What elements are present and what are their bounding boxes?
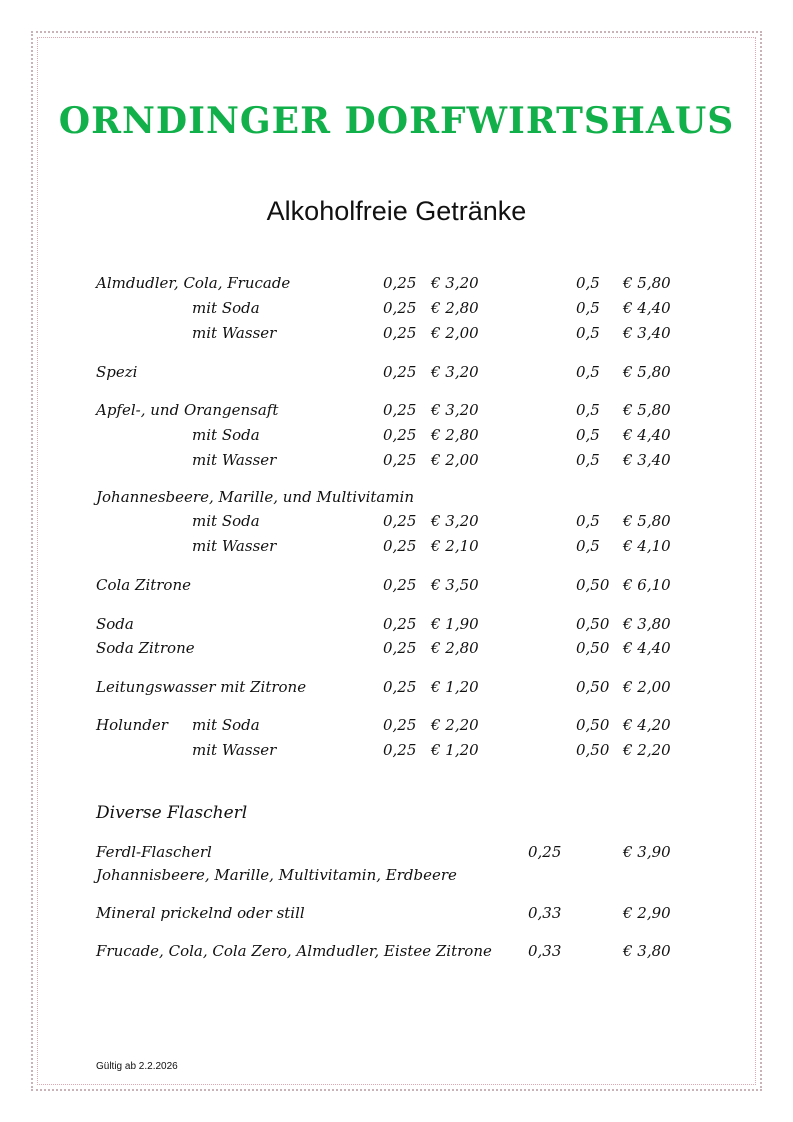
bottle-name: Frucade, Cola, Cola Zero, Almdudler, Eistee Zitrone	[96, 942, 492, 960]
menu-row	[0, 363, 793, 385]
drink-variant: mit Wasser	[192, 324, 277, 342]
bottle-name: Mineral prickelnd oder still	[96, 904, 305, 922]
large-price: € 5,80	[623, 274, 671, 292]
small-volume: 0,25	[383, 401, 417, 419]
large-price: € 3,40	[623, 451, 671, 469]
drink-variant: mit Wasser	[192, 451, 277, 469]
large-volume: 0,50	[576, 716, 610, 734]
large-volume: 0,5	[576, 426, 600, 444]
bottle-price: € 3,80	[623, 942, 671, 960]
small-price: € 1,90	[431, 615, 479, 633]
large-price: € 4,40	[623, 299, 671, 317]
bottles-heading: Diverse Flascherl	[96, 803, 248, 823]
large-volume: 0,50	[576, 639, 610, 657]
small-price: € 2,20	[431, 716, 479, 734]
menu-row	[0, 639, 793, 661]
small-volume: 0,25	[383, 363, 417, 381]
small-price: € 2,80	[431, 299, 479, 317]
large-price: € 2,20	[623, 741, 671, 759]
menu-row	[0, 615, 793, 637]
large-price: € 4,40	[623, 426, 671, 444]
large-volume: 0,5	[576, 451, 600, 469]
small-price: € 1,20	[431, 741, 479, 759]
drink-variant: mit Soda	[192, 716, 260, 734]
bottle-volume: 0,33	[528, 942, 562, 960]
menu-row	[0, 426, 793, 448]
bottle-volume: 0,25	[528, 843, 562, 861]
drink-name: Soda Zitrone	[96, 639, 195, 657]
drink-name: Johannesbeere, Marille, und Multivitamin	[96, 488, 415, 506]
small-volume: 0,25	[383, 576, 417, 594]
menu-row	[0, 488, 793, 510]
drink-name: Leitungswasser mit Zitrone	[96, 678, 307, 696]
menu-row	[0, 741, 793, 763]
bottle-price: € 2,90	[623, 904, 671, 922]
drink-variant: mit Soda	[192, 512, 260, 530]
large-price: € 5,80	[623, 401, 671, 419]
small-volume: 0,25	[383, 615, 417, 633]
large-volume: 0,50	[576, 678, 610, 696]
drink-name: Cola Zitrone	[96, 576, 192, 594]
large-volume: 0,50	[576, 741, 610, 759]
small-price: € 2,80	[431, 426, 479, 444]
small-price: € 2,10	[431, 537, 479, 555]
large-volume: 0,5	[576, 537, 600, 555]
small-volume: 0,25	[383, 451, 417, 469]
small-price: € 2,00	[431, 324, 479, 342]
large-volume: 0,5	[576, 299, 600, 317]
menu-row	[0, 537, 793, 559]
validity-note: Gültig ab 2.2.2026	[96, 1061, 178, 1072]
small-volume: 0,25	[383, 741, 417, 759]
large-price: € 5,80	[623, 512, 671, 530]
small-volume: 0,25	[383, 537, 417, 555]
drink-variant: mit Soda	[192, 426, 260, 444]
large-price: € 4,10	[623, 537, 671, 555]
large-price: € 5,80	[623, 363, 671, 381]
bottle-name: Ferdl-Flascherl	[96, 843, 212, 861]
large-price: € 3,40	[623, 324, 671, 342]
large-volume: 0,5	[576, 274, 600, 292]
small-volume: 0,25	[383, 274, 417, 292]
bottle-row	[0, 866, 793, 888]
small-volume: 0,25	[383, 716, 417, 734]
small-volume: 0,25	[383, 324, 417, 342]
small-price: € 2,80	[431, 639, 479, 657]
small-volume: 0,25	[383, 678, 417, 696]
small-volume: 0,25	[383, 299, 417, 317]
small-price: € 1,20	[431, 678, 479, 696]
menu-row	[0, 678, 793, 700]
small-price: € 3,50	[431, 576, 479, 594]
restaurant-name: ORNDINGER DORFWIRTSHAUS	[58, 100, 735, 142]
large-volume: 0,5	[576, 512, 600, 530]
menu-row	[0, 716, 793, 738]
large-price: € 2,00	[623, 678, 671, 696]
drink-variant: mit Soda	[192, 299, 260, 317]
drink-variant: mit Wasser	[192, 741, 277, 759]
large-volume: 0,50	[576, 615, 610, 633]
large-price: € 4,40	[623, 639, 671, 657]
bottle-row	[0, 942, 793, 964]
drink-name: Holunder	[96, 716, 168, 734]
drink-variant: mit Wasser	[192, 537, 277, 555]
large-volume: 0,5	[576, 401, 600, 419]
small-price: € 3,20	[431, 363, 479, 381]
menu-row	[0, 401, 793, 423]
small-price: € 3,20	[431, 401, 479, 419]
menu-row	[0, 299, 793, 321]
menu-row	[0, 451, 793, 473]
menu-row	[0, 576, 793, 598]
menu-row	[0, 274, 793, 296]
large-volume: 0,50	[576, 576, 610, 594]
drink-name: Almdudler, Cola, Frucade	[96, 274, 291, 292]
bottle-row	[0, 904, 793, 926]
small-volume: 0,25	[383, 639, 417, 657]
large-price: € 4,20	[623, 716, 671, 734]
small-volume: 0,25	[383, 512, 417, 530]
bottle-flavours: Johannisbeere, Marille, Multivitamin, Erdbeere	[96, 866, 457, 884]
bottle-row	[0, 843, 793, 865]
small-volume: 0,25	[383, 426, 417, 444]
drink-name: Spezi	[96, 363, 138, 381]
small-price: € 3,20	[431, 274, 479, 292]
small-price: € 3,20	[431, 512, 479, 530]
large-volume: 0,5	[576, 363, 600, 381]
menu-row	[0, 512, 793, 534]
menu-row	[0, 324, 793, 346]
small-price: € 2,00	[431, 451, 479, 469]
large-price: € 6,10	[623, 576, 671, 594]
bottle-volume: 0,33	[528, 904, 562, 922]
large-volume: 0,5	[576, 324, 600, 342]
bottle-price: € 3,90	[623, 843, 671, 861]
large-price: € 3,80	[623, 615, 671, 633]
section-title: Alkoholfreie Getränke	[266, 196, 527, 226]
drink-name: Soda	[96, 615, 134, 633]
drink-name: Apfel-, und Orangensaft	[96, 401, 279, 419]
